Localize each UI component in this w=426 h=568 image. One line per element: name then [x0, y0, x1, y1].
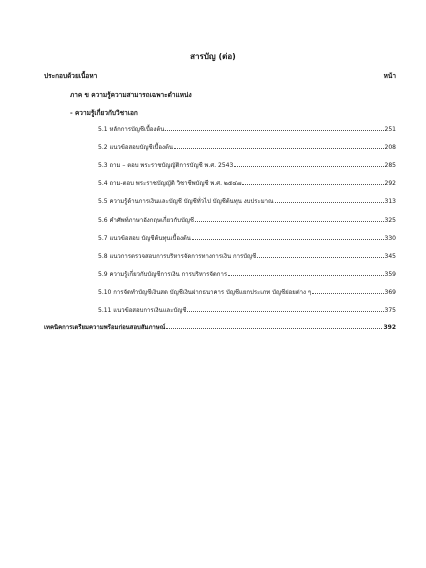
toc-entry-label: 5.8 แนวการตรวจสอบการบริหารจัดการทางการเงิน การบัญชี [98, 252, 257, 260]
toc-entry [98, 252, 396, 261]
toc-entry-page: 285 [384, 162, 396, 170]
toc-entry-page: 392 [383, 324, 396, 331]
toc-entry-label: 5.11 แนวข้อสอบการเงินและบัญชี [98, 307, 187, 314]
toc-entry-label: 5.3 ถาม – ตอบ พระราชบัญญัติการบัญชี พ.ศ. 2543 [98, 162, 234, 170]
toc-entry-label: 5.4 ถาม-ตอบ พระราชบัญญัติ วิชาชีพบัญชี พ.ศ. ๒๕๔๗ [98, 180, 242, 188]
toc-entry-page: 208 [384, 144, 396, 152]
toc-entry [98, 306, 396, 315]
toc-entry-page: 345 [384, 252, 396, 260]
dot-leader [166, 323, 382, 329]
section-heading: ภาค ข ความรู้ความสามารถเฉพาะตำแหน่ง [70, 91, 192, 99]
toc-entry [98, 125, 396, 134]
page-column-header: หน้า [383, 72, 396, 80]
toc-entry-label: 5.2 แนวข้อสอบบัญชีเบื้องต้น [98, 144, 173, 152]
toc-entry-label: 5.6 คำศัพท์ภาษาอังกฤษเกี่ยวกับบัญชี [98, 216, 194, 224]
dot-leader [192, 234, 384, 240]
dot-leader [195, 216, 384, 222]
toc-entry-final [44, 323, 396, 332]
dot-leader [165, 125, 383, 131]
contents-header: ประกอบด้วยเนื้อหา [44, 72, 98, 80]
dot-leader [187, 306, 383, 312]
dot-leader [234, 161, 383, 167]
page-title: สารบัญ (ต่อ) [190, 52, 236, 61]
toc-entry-page: 375 [384, 307, 396, 314]
toc-entry [98, 197, 396, 206]
toc-entry [98, 270, 396, 279]
toc-entry [98, 143, 396, 152]
toc-entry-page: 292 [384, 180, 396, 188]
toc-entry-page: 313 [384, 198, 396, 206]
toc-entry-label: 5.7 แนวข้อสอบ บัญชีต้นทุนเบื้องต้น [98, 234, 191, 242]
toc-entry [98, 234, 396, 243]
dot-leader [242, 179, 383, 185]
toc-entry-page: 251 [384, 126, 396, 133]
toc-entry-label: 5.1 หลักการบัญชีเบื้องต้น [98, 126, 165, 133]
toc-entry-label: 5.5 ความรู้ด้านการเงินและบัญชี บัญชีทั่วไป บัญชีต้นทุน งบประมาณ [98, 198, 274, 206]
toc-entry-page: 330 [384, 234, 396, 242]
toc-entry-page: 325 [384, 216, 396, 224]
toc-entry [98, 216, 396, 225]
toc-entry [98, 179, 396, 188]
dot-leader [174, 143, 384, 149]
toc-entry-label: เทคนิคการเตรียมความพร้อมก่อนสอบสัมภาษณ์ [44, 324, 166, 331]
toc-entry [98, 288, 396, 297]
toc-entry-page: 359 [384, 270, 396, 278]
dot-leader [312, 288, 383, 294]
toc-entry-label: 5.10 การจัดทำบัญชีเงินสด บัญชีเงินฝากธนาคาร บัญชีแยกประเภท บัญชีย่อยต่าง ๆ [98, 288, 312, 296]
toc-entry-label: 5.9 ความรู้เกี่ยวกับบัญชีการเงิน การบริหารจัดการ [98, 270, 228, 278]
dot-leader [228, 270, 384, 276]
dot-leader [275, 197, 384, 203]
subsection-heading: - ความรู้เกี่ยวกับวิชาเอก [70, 109, 138, 117]
toc-entry-page: 369 [384, 288, 396, 296]
dot-leader [257, 252, 383, 258]
toc-entry [98, 161, 396, 170]
